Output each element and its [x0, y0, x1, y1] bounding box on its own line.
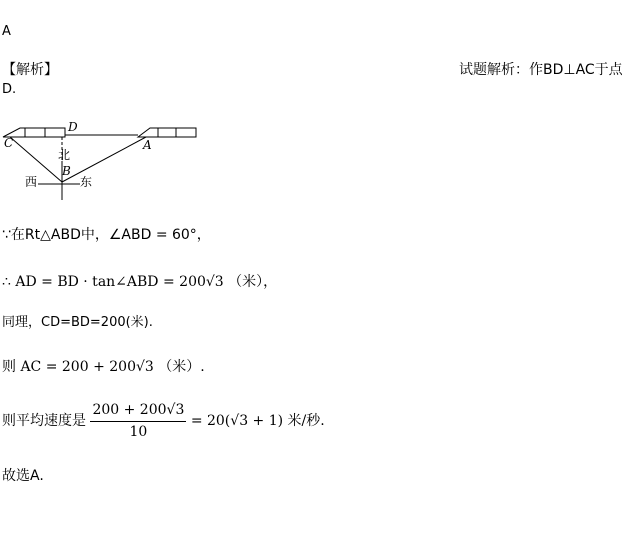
line-6: 故选A.	[2, 468, 44, 484]
road-right-bar	[138, 128, 196, 137]
analysis-intro-cont: D.	[2, 82, 17, 97]
label-c: C	[4, 136, 14, 150]
segment-ab	[62, 137, 146, 182]
line-5	[2, 402, 325, 441]
line-3: 同理，CD=BD=200(米).	[2, 315, 153, 330]
line-4: 则 AC = 200 + 200√3 （米）.	[2, 359, 205, 375]
line-1: ∵在Rt△ABD中，∠ABD = 60°，	[2, 227, 211, 243]
line-5-rhs: = 20(√3 + 1) 米/秒.	[190, 412, 325, 429]
label-east: 东	[80, 175, 93, 189]
analysis-intro: 试题解析：作BD⊥AC于点	[459, 62, 623, 78]
line-2: ∴ AD = BD · tan∠ABD = 200√3 （米），	[2, 274, 278, 290]
label-d: D	[68, 120, 78, 134]
label-b: B	[62, 164, 71, 178]
label-north: 北	[58, 148, 71, 162]
label-a: A	[143, 138, 152, 152]
label-west: 西	[25, 175, 38, 189]
line-5-prefix: 则平均速度是	[2, 412, 86, 429]
fraction-numerator: 200 + 200√3	[90, 402, 186, 422]
analysis-label: 【解析】	[2, 62, 58, 78]
speed-fraction	[90, 402, 186, 441]
fraction-denominator: 10	[129, 423, 148, 440]
answer: A	[2, 24, 11, 39]
